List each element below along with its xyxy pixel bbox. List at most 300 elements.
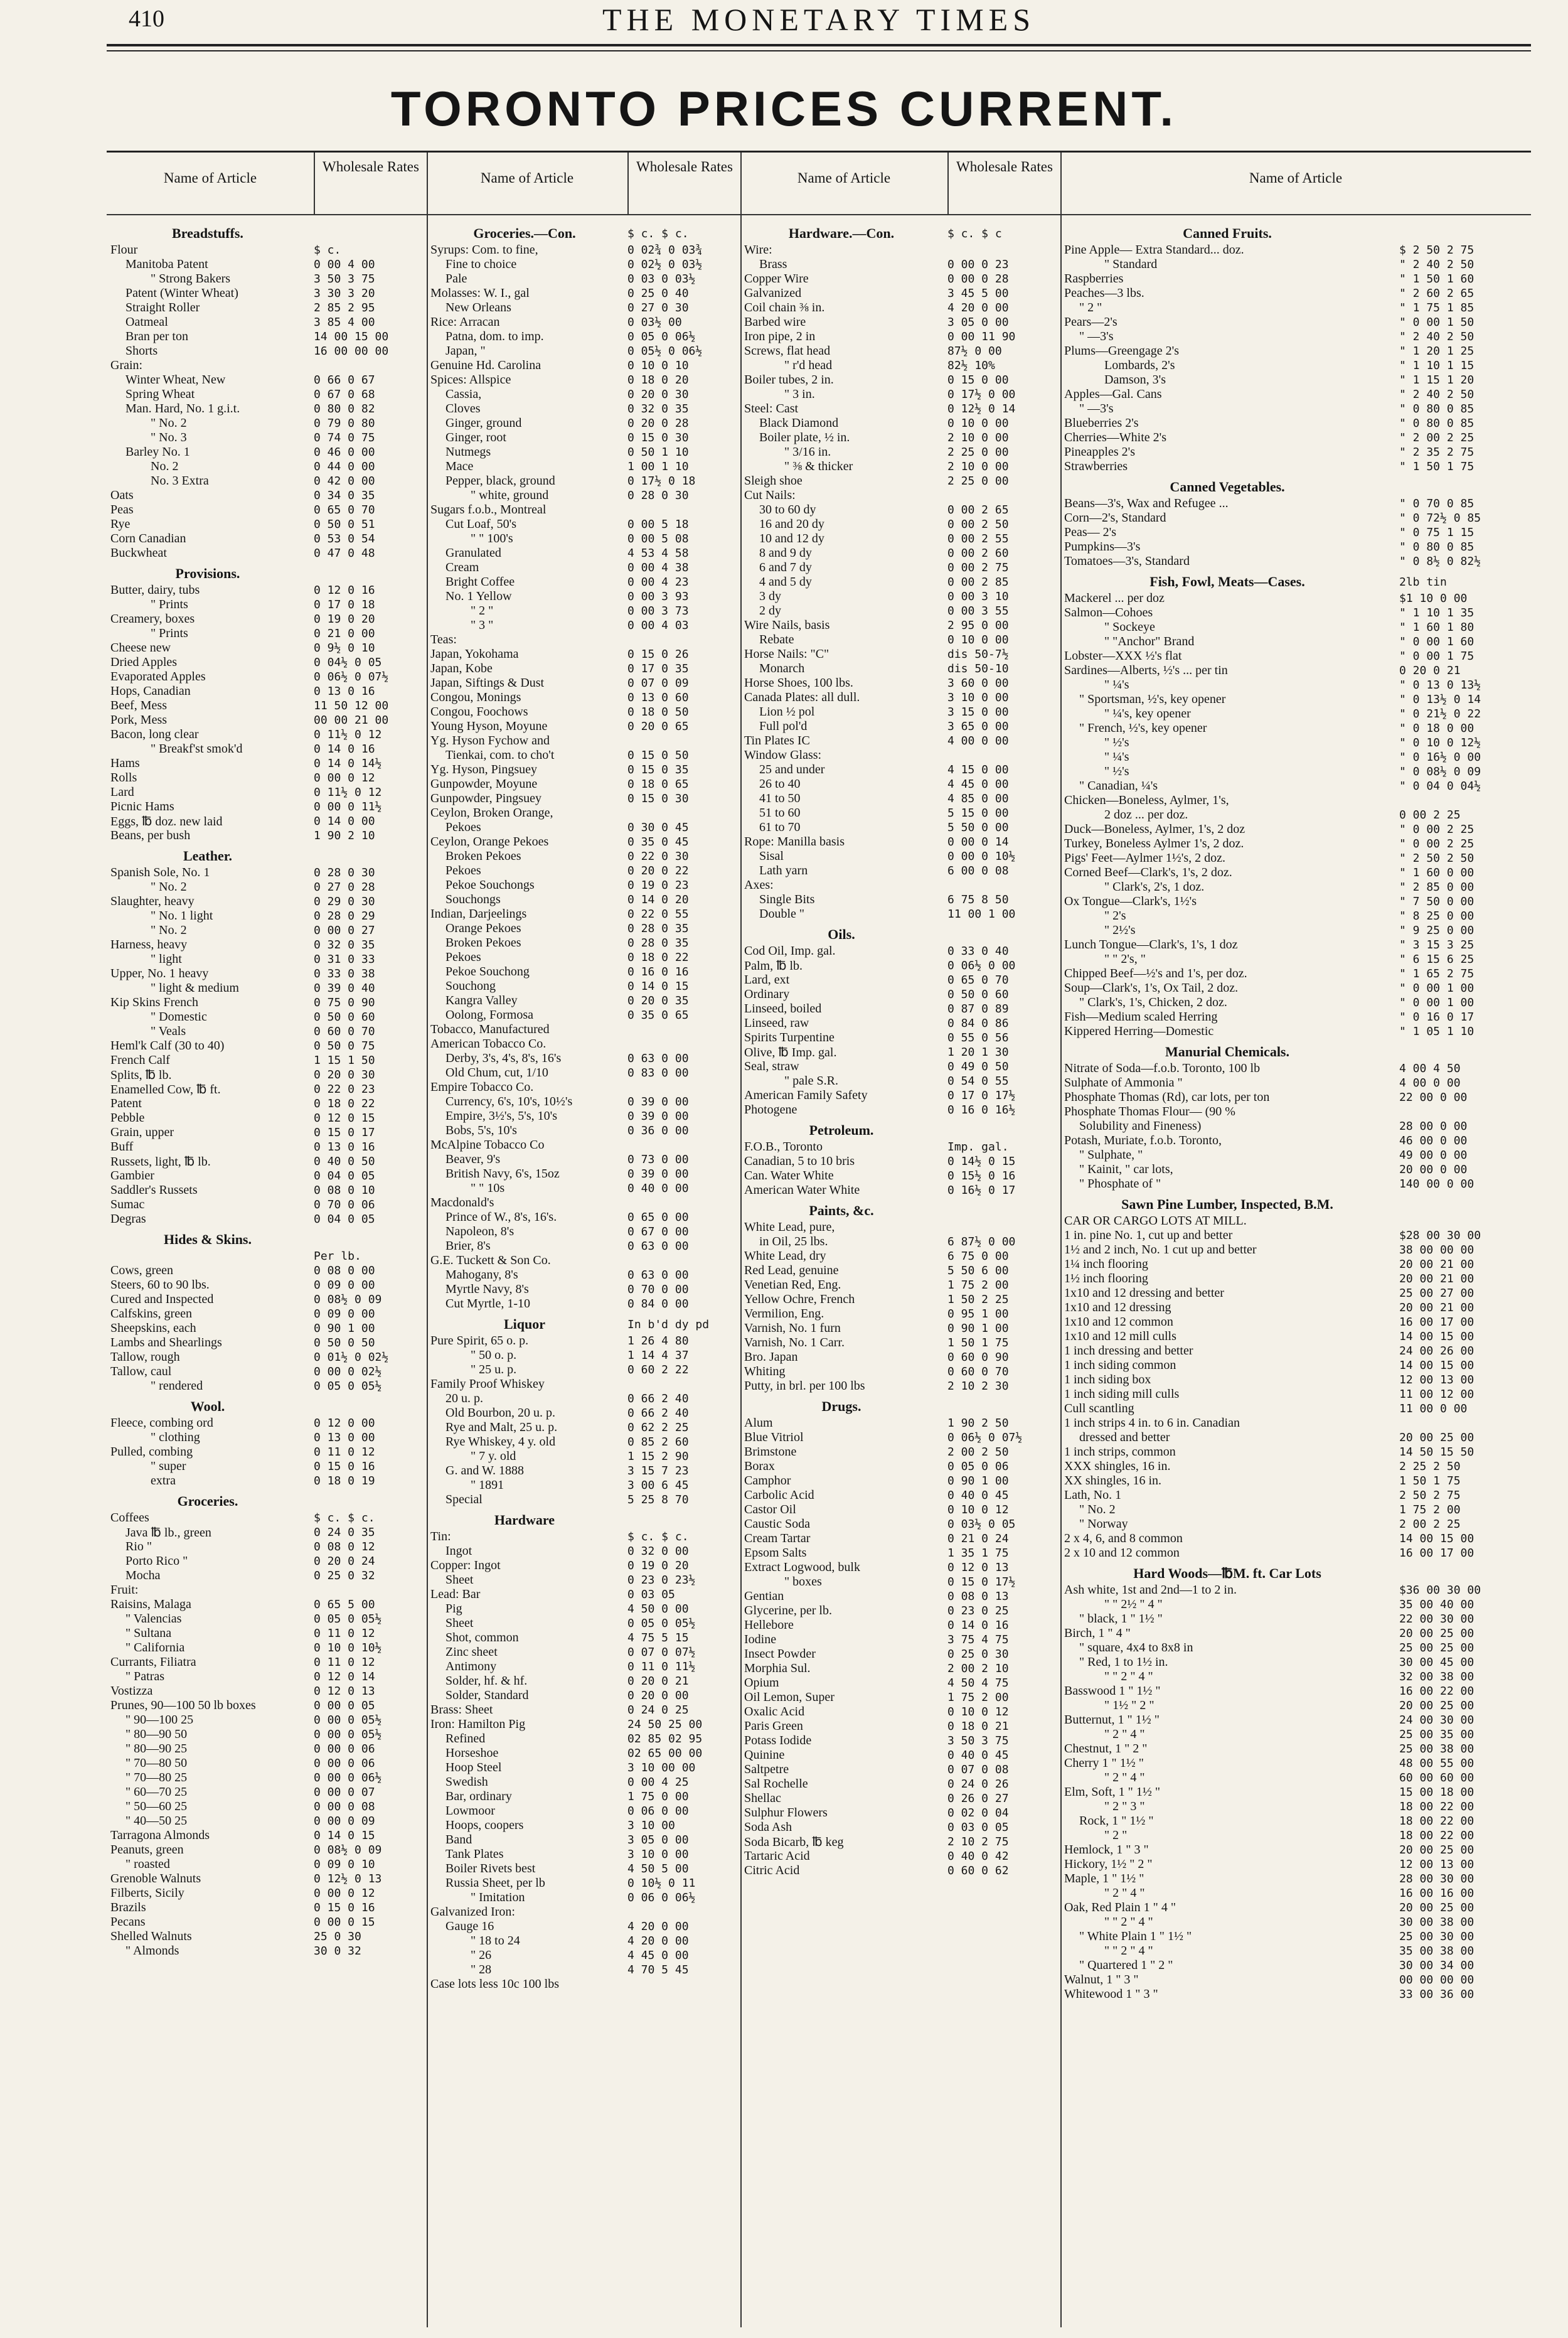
price-row [427, 373, 740, 387]
price-row [740, 820, 1060, 835]
wholesale-rate: " 1 20 1 25 [1399, 345, 1475, 358]
wholesale-rate: 0 40 0 42 [947, 1850, 1009, 1863]
wholesale-rate: 0 00 2 55 [947, 532, 1009, 545]
wholesale-rate: 3 50 3 75 [947, 1734, 1009, 1747]
article-name: 8 and 9 dy [759, 546, 812, 560]
price-row [740, 344, 1060, 358]
wholesale-rate: 0 06½ 0 07½ [947, 1431, 1023, 1444]
article-name: " white, ground [471, 488, 549, 502]
article-name: 1x10 and 12 dressing and better [1064, 1286, 1224, 1300]
price-row [1060, 330, 1531, 344]
price-row [427, 1530, 740, 1544]
article-name: " Standard [1104, 257, 1158, 271]
article-name: Russets, light, ℔ lb. [110, 1155, 211, 1169]
price-row [740, 358, 1060, 373]
price-row [427, 1717, 740, 1732]
price-row [1060, 1670, 1531, 1684]
article-name: Barley No. 1 [125, 445, 190, 459]
price-row [427, 1138, 740, 1152]
article-name: Pears—2's [1064, 315, 1117, 329]
article-name: Dried Apples [110, 655, 178, 669]
wholesale-rate: " 8 25 0 00 [1399, 909, 1475, 923]
article-name: " " 2 " 4 " [1104, 1915, 1153, 1929]
article-name: Lath yarn [759, 864, 808, 877]
wholesale-rate: 0 79 0 80 [314, 417, 375, 430]
article-name: Sheepskins, each [110, 1321, 196, 1335]
article-name: Winter Wheat, New [125, 373, 226, 387]
wholesale-rate: 49 00 0 00 [1399, 1149, 1468, 1162]
header-article-name: Name of Article [797, 170, 891, 186]
category-heading [1060, 1564, 1531, 1583]
price-row [427, 777, 740, 791]
wholesale-rate: 2lb tin [1399, 575, 1447, 589]
article-name: " " 2's, " [1104, 952, 1146, 966]
wholesale-rate: 20 00 21 00 [1399, 1258, 1475, 1271]
article-name: " No. 2 [1079, 1503, 1116, 1516]
wholesale-rate: 0 28 0 30 [314, 866, 375, 879]
wholesale-rate: " 2 40 2 50 [1399, 388, 1475, 401]
price-row [427, 1616, 740, 1631]
wholesale-rate: 0 19 0 20 [627, 1559, 689, 1572]
price-row [740, 1088, 1060, 1103]
article-name: " Sultana [125, 1626, 172, 1640]
article-name: 1x10 and 12 common [1064, 1315, 1173, 1329]
article-name: Cream [445, 560, 479, 574]
price-row [107, 1198, 427, 1212]
article-name: Hoop Steel [445, 1761, 502, 1774]
wholesale-rate: 0 20 0 21 [1399, 664, 1461, 677]
wholesale-rate: 33 00 36 00 [1399, 1988, 1475, 2001]
article-name: Cream Tartar [744, 1531, 811, 1545]
article-name: Hemlock, 1 " 3 " [1064, 1843, 1149, 1857]
price-row [1060, 1024, 1531, 1039]
wholesale-rate: " 0 8½ 0 82½ [1399, 555, 1481, 568]
wholesale-rate: 0 03 0 05 [947, 1821, 1009, 1834]
article-name: " 7 y. old [471, 1449, 516, 1463]
article-name: Hardware.—Con. [788, 225, 895, 241]
article-name: Rye [110, 517, 131, 531]
wholesale-rate: 0 10 0 10 [627, 359, 689, 372]
wholesale-rate: 0 15 0 50 [627, 749, 689, 762]
price-row [427, 878, 740, 893]
price-row [427, 1645, 740, 1660]
article-name: Cloves [445, 402, 481, 416]
price-row [427, 763, 740, 777]
article-name: Oatmeal [125, 315, 168, 329]
price-row [427, 1876, 740, 1890]
price-row [427, 1152, 740, 1167]
wholesale-rate: 16 00 22 00 [1399, 1685, 1475, 1698]
wholesale-rate: 0 08½ 0 09 [314, 1293, 382, 1306]
article-name: Walnut, 1 " 3 " [1064, 1973, 1139, 1987]
article-name: Sulphate of Ammonia " [1064, 1076, 1183, 1090]
article-name: Souchongs [445, 893, 501, 906]
wholesale-rate: " 1 75 1 85 [1399, 301, 1475, 314]
article-name: Rebate [759, 633, 794, 646]
article-name: Peanuts, green [110, 1843, 184, 1857]
price-row [1060, 1771, 1531, 1785]
article-name: " Valencias [125, 1612, 182, 1626]
article-name: Spirits Turpentine [744, 1031, 835, 1044]
wholesale-rate: 1 90 2 50 [947, 1417, 1009, 1430]
article-name: Empire, 3½'s, 5's, 10's [445, 1109, 558, 1123]
price-row [1060, 1727, 1531, 1742]
price-row [427, 1406, 740, 1420]
price-row [740, 618, 1060, 633]
header-article-name: Name of Article [163, 170, 257, 186]
wholesale-rate: $28 00 30 00 [1399, 1229, 1481, 1242]
wholesale-rate: 2 00 2 10 [947, 1662, 1009, 1675]
price-row [427, 532, 740, 546]
article-name: XX shingles, 16 in. [1064, 1474, 1161, 1488]
wholesale-rate: 6 75 8 50 [947, 893, 1009, 906]
price-row [107, 546, 427, 560]
price-row [740, 705, 1060, 719]
price-row [107, 1445, 427, 1459]
article-name: " Sulphate, " [1079, 1148, 1143, 1162]
wholesale-rate: 3 10 00 [627, 1819, 675, 1832]
wholesale-rate: 2 10 0 00 [947, 460, 1009, 473]
article-name: Galvanized [744, 286, 802, 300]
price-row [427, 1297, 740, 1311]
price-row [107, 909, 427, 923]
wholesale-rate: 0 08 0 13 [947, 1590, 1009, 1603]
article-name: " 50—60 25 [125, 1799, 188, 1813]
page-title: TORONTO PRICES CURRENT. [390, 81, 1178, 136]
article-name: " Sportsman, ½'s, key opener [1079, 692, 1226, 706]
price-list [1060, 215, 1531, 2002]
wholesale-rate: 0 04 0 05 [314, 1213, 375, 1226]
article-name: Canada Plates: all dull. [744, 690, 860, 704]
price-row [740, 1705, 1060, 1719]
article-name: Rice: Arracan [430, 315, 500, 329]
price-row [107, 344, 427, 358]
price-row [740, 1618, 1060, 1633]
price-row [427, 690, 740, 705]
price-row [107, 1212, 427, 1226]
price-row [107, 1771, 427, 1785]
article-name: Sheet [445, 1616, 474, 1630]
header-rule-thin [107, 50, 1531, 51]
price-row [107, 1597, 427, 1612]
article-name: Paris Green [744, 1719, 803, 1733]
price-row [427, 820, 740, 835]
article-name: 2 doz ... per doz. [1104, 808, 1188, 822]
price-row [107, 1655, 427, 1670]
header-wholesale-rates: Wholesale Rates [314, 153, 427, 214]
price-row [740, 1321, 1060, 1336]
article-name: " 2 " 4 " [1104, 1771, 1145, 1784]
price-row [1060, 1814, 1531, 1828]
wholesale-rate: 0 11½ 0 12 [314, 786, 382, 799]
price-row [740, 1734, 1060, 1748]
article-name: Damson, 3's [1104, 373, 1166, 387]
wholesale-rate: 3 10 0 00 [627, 1848, 689, 1861]
wholesale-rate: 0 65 0 70 [947, 973, 1009, 987]
article-name: " Breakf'st smok'd [151, 742, 243, 756]
price-row [107, 981, 427, 995]
price-row [740, 849, 1060, 864]
wholesale-rate: 48 00 55 00 [1399, 1757, 1475, 1770]
article-name: Whitewood 1 " 3 " [1064, 1987, 1158, 2001]
article-name: Japan, Yokohama [430, 647, 519, 661]
price-column-1 [107, 153, 428, 2327]
article-name: Evaporated Apples [110, 670, 206, 684]
article-name: Brass: Sheet [430, 1703, 493, 1717]
article-name: Raisins, Malaga [110, 1597, 191, 1611]
article-name: Lard [110, 785, 134, 799]
price-row [740, 1503, 1060, 1517]
article-name: Wire: [744, 243, 772, 257]
wholesale-rate: 3 85 4 00 [314, 316, 375, 329]
article-name: Venetian Red, Eng. [744, 1278, 841, 1292]
article-name: Beans, per bush [110, 828, 191, 842]
wholesale-rate: 1 75 2 00 [947, 1279, 1009, 1292]
article-name: " r'd head [784, 358, 833, 372]
article-name: Oil Lemon, Super [744, 1690, 835, 1704]
wholesale-rate: $ c. $ c. [627, 227, 689, 240]
price-row [1060, 511, 1531, 525]
wholesale-rate: 3 00 6 45 [627, 1479, 689, 1492]
article-name: Granulated [445, 546, 501, 560]
price-row [107, 1785, 427, 1799]
article-name: " No. 1 light [151, 909, 213, 923]
price-row [427, 1210, 740, 1225]
wholesale-rate: 0 03 05 [627, 1588, 675, 1601]
wholesale-rate: dis 50-10 [947, 662, 1009, 675]
wholesale-rate: 0 22 0 23 [314, 1083, 375, 1096]
article-name: 1 inch dressing and better [1064, 1344, 1193, 1358]
price-row [740, 1604, 1060, 1618]
article-name: " square, 4x4 to 8x8 in [1079, 1641, 1193, 1654]
price-row [107, 800, 427, 814]
wholesale-rate: 0 22 0 30 [627, 850, 689, 863]
article-name: Spices: Allspice [430, 373, 511, 387]
wholesale-rate: 0 47 0 48 [314, 547, 375, 560]
article-name: Copper: Ingot [430, 1558, 501, 1572]
price-row [1060, 1329, 1531, 1344]
article-name: Tienkai, com. to cho't [445, 748, 555, 762]
wholesale-rate: 35 00 38 00 [1399, 1944, 1475, 1958]
price-row [427, 1123, 740, 1138]
wholesale-rate: 0 31 0 33 [314, 953, 375, 966]
article-name: Bar, ordinary [445, 1789, 512, 1803]
price-row [1060, 1243, 1531, 1257]
price-row [1060, 1973, 1531, 1987]
wholesale-rate: 0 26 0 27 [947, 1792, 1009, 1805]
wholesale-rate: 0 32 0 00 [627, 1545, 689, 1558]
price-row [107, 1901, 427, 1915]
article-name: Galvanized Iron: [430, 1905, 515, 1919]
price-row [107, 1459, 427, 1474]
article-name: Empire Tobacco Co. [430, 1080, 534, 1094]
article-name: Manitoba Patent [125, 257, 208, 271]
price-row [1060, 1531, 1531, 1546]
wholesale-rate: 30 0 32 [314, 1944, 361, 1958]
price-row [427, 979, 740, 994]
wholesale-rate: 0 16 0 16 [627, 965, 689, 979]
price-row [1060, 1272, 1531, 1286]
wholesale-rate: 0 50 0 51 [314, 518, 375, 531]
article-name: 1 in. pine No. 1, cut up and better [1064, 1228, 1233, 1242]
price-row [107, 742, 427, 756]
wholesale-rate: " 0 80 0 85 [1399, 402, 1475, 416]
article-name: Fish—Medium scaled Herring [1064, 1010, 1218, 1024]
price-row [740, 1059, 1060, 1074]
wholesale-rate: 0 15½ 0 16 [947, 1169, 1016, 1182]
price-row [107, 1249, 427, 1263]
wholesale-rate: 0 05½ 0 06½ [627, 345, 703, 358]
wholesale-rate: 0 00 0 11½ [314, 800, 382, 813]
wholesale-rate: 0 08 0 00 [314, 1264, 375, 1277]
wholesale-rate: 0 14 0 15 [314, 1829, 375, 1842]
wholesale-rate: 1 20 1 30 [947, 1046, 1009, 1059]
wholesale-rate: 0 20 0 30 [627, 388, 689, 401]
price-row [107, 828, 427, 843]
price-row [427, 1905, 740, 1919]
price-row [1060, 635, 1531, 649]
wholesale-rate: " 7 50 0 00 [1399, 895, 1475, 908]
wholesale-rate: 0 00 2 75 [947, 561, 1009, 574]
wholesale-rate: 5 50 0 00 [947, 821, 1009, 834]
price-row [740, 1633, 1060, 1647]
wholesale-rate: 0 73 0 00 [627, 1153, 689, 1166]
price-row [740, 1183, 1060, 1198]
article-name: Lunch Tongue—Clark's, 1's, 1 doz [1064, 938, 1238, 952]
article-name: 1x10 and 12 mill culls [1064, 1329, 1176, 1343]
wholesale-rate: 0 12 0 13 [947, 1561, 1009, 1574]
wholesale-rate: " 1 60 1 80 [1399, 621, 1475, 634]
price-row [107, 517, 427, 532]
wholesale-rate: 0 11 0 12 [314, 1445, 375, 1459]
article-name: Splits, ℔ lb. [110, 1068, 172, 1082]
article-name: Special [445, 1493, 483, 1506]
article-name: Cut Myrtle, 1-10 [445, 1297, 530, 1311]
wholesale-rate: 0 24 0 26 [947, 1778, 1009, 1791]
article-name: " 1½ " 2 " [1104, 1698, 1155, 1712]
price-row [107, 1278, 427, 1292]
price-row [107, 257, 427, 272]
price-row [1060, 496, 1531, 511]
article-name: Plums—Greengage 2's [1064, 344, 1180, 358]
article-name: Pekoes [445, 864, 481, 877]
article-name: Breadstuffs. [172, 225, 243, 241]
article-name: 4 and 5 dy [759, 575, 812, 589]
wholesale-rate: 0 16 0 16½ [947, 1103, 1016, 1117]
price-row [427, 618, 740, 633]
article-name: " ½'s [1104, 764, 1129, 778]
wholesale-rate: 4 50 4 75 [947, 1676, 1009, 1690]
article-name: Fleece, combing ord [110, 1416, 213, 1430]
price-row [740, 286, 1060, 301]
article-name: Iron pipe, 2 in [744, 330, 816, 343]
wholesale-rate: 0 00 0 15 [314, 1916, 375, 1929]
article-name: Bobs, 5's, 10's [445, 1123, 517, 1137]
wholesale-rate: 0 85 2 60 [627, 1435, 689, 1449]
price-row [740, 387, 1060, 402]
wholesale-rate: " 0 00 2 25 [1399, 837, 1475, 850]
price-row [107, 880, 427, 894]
price-row [740, 1690, 1060, 1705]
wholesale-rate: 0 17½ 0 00 [947, 388, 1016, 401]
wholesale-rate: 0 15 0 30 [627, 431, 689, 444]
price-row [107, 1554, 427, 1568]
article-name: Birch, 1 " 4 " [1064, 1626, 1131, 1640]
wholesale-rate: 0 27 0 30 [627, 301, 689, 314]
price-row [107, 1097, 427, 1111]
article-name: Myrtle Navy, 8's [445, 1282, 529, 1296]
article-name: Molasses: W. I., gal [430, 286, 530, 300]
wholesale-rate: 0 06½ 0 00 [947, 959, 1016, 972]
article-name: 61 to 70 [759, 820, 801, 834]
price-row [427, 560, 740, 575]
wholesale-rate: 0 12½ 0 14 [947, 402, 1016, 416]
article-name: Epsom Salts [744, 1546, 807, 1560]
price-row [427, 1804, 740, 1818]
wholesale-rate: 11 00 0 00 [1399, 1402, 1468, 1415]
article-name: Japan, Kobe [430, 662, 493, 675]
wholesale-rate: 0 27 0 28 [314, 881, 375, 894]
price-row [1060, 866, 1531, 880]
wholesale-rate: 0 65 0 00 [627, 1211, 689, 1224]
article-name: Steers, 60 to 90 lbs. [110, 1278, 210, 1292]
price-row [427, 402, 740, 416]
article-name: " " 2 " 4 " [1104, 1670, 1153, 1683]
price-row [427, 1167, 740, 1181]
price-row [107, 1872, 427, 1886]
price-row [1060, 1162, 1531, 1177]
article-name: Pig [445, 1602, 462, 1616]
wholesale-rate: 1 15 2 90 [627, 1450, 689, 1463]
article-name: No. 3 Extra [151, 474, 209, 488]
article-name: Heml'k Calf (30 to 40) [110, 1039, 225, 1053]
article-name: Oxalic Acid [744, 1705, 805, 1719]
article-name: Steel: Cast [744, 402, 799, 416]
article-name: 3 dy [759, 589, 781, 603]
wholesale-rate: 0 00 0 10½ [947, 850, 1016, 863]
price-row [740, 1748, 1060, 1762]
price-row [740, 676, 1060, 690]
article-name: 1½ and 2 inch, No. 1 cut up and better [1064, 1243, 1257, 1257]
price-row [1060, 793, 1531, 808]
article-name: 1 inch strips 4 in. to 6 in. Canadian [1064, 1416, 1240, 1430]
price-row [1060, 1698, 1531, 1713]
article-name: Pecans [110, 1915, 146, 1929]
article-name: " No. 2 [151, 880, 187, 894]
price-row [107, 431, 427, 445]
article-name: Chipped Beef—½'s and 1's, per doz. [1064, 967, 1247, 980]
article-name: Leather. [183, 848, 232, 864]
article-name: 2 x 10 and 12 common [1064, 1546, 1180, 1560]
wholesale-rate: 0 12 0 13 [314, 1685, 375, 1698]
article-name: Nutmegs [445, 445, 491, 459]
wholesale-rate: 0 00 0 05½ [314, 1728, 382, 1741]
wholesale-rate: 00 00 21 00 [314, 714, 389, 727]
article-name: Oils. [828, 926, 855, 942]
article-name: Yg. Hyson Fychow and [430, 734, 550, 748]
article-name: Case lots less 10c 100 lbs [430, 1977, 559, 1991]
price-row [1060, 764, 1531, 779]
wholesale-rate: 0 07 0 07½ [627, 1646, 696, 1659]
article-name: Borax [744, 1459, 775, 1473]
wholesale-rate: " 1 15 1 20 [1399, 373, 1475, 387]
article-name: Manurial Chemicals. [1165, 1044, 1289, 1059]
wholesale-rate: 0 9½ 0 10 [314, 641, 375, 655]
category-heading [107, 1230, 427, 1249]
article-name: Potass Iodide [744, 1734, 812, 1747]
wholesale-rate: 0 66 2 40 [627, 1407, 689, 1420]
price-row [427, 315, 740, 330]
